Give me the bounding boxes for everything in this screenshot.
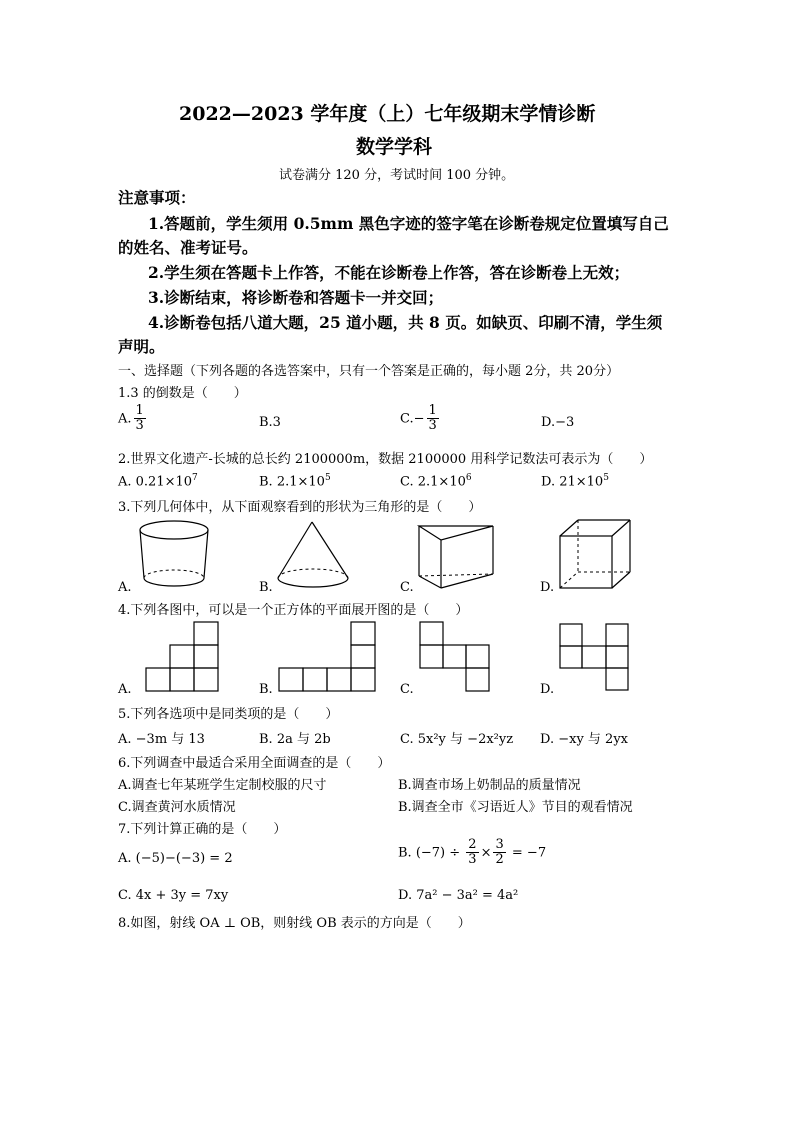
- question-5-option-d: D. −xy 与 2yx: [540, 732, 629, 747]
- question-2-option-a: A. $0.21\times 10^7$: [118, 473, 198, 490]
- question-7-option-b: B. (−7) ÷ $\frac{2}{3}$ × $\frac{3}{2}$ = −7: [398, 837, 547, 868]
- cube-figure: [556, 516, 636, 592]
- triangular-prism-figure: [413, 518, 503, 592]
- notice-item-1a: 1.答题前，学生须用 0.5mm 黑色字迹的签字笔在诊断卷规定位置填写自己: [148, 214, 669, 233]
- question-1-option-b: B.3: [259, 415, 281, 430]
- exam-subject: 数学学科: [356, 136, 433, 158]
- question-7-stem: 7.下列计算正确的是（ ）: [118, 822, 287, 837]
- question-6-option-a: A.调查七年某班学生定制校服的尺寸: [118, 778, 327, 793]
- notice-item-4b: 声明。: [118, 337, 165, 356]
- question-2-option-d: D. $21\times 10^5$: [541, 473, 609, 490]
- question-3-option-a: A.: [118, 580, 132, 595]
- question-2-option-c: C. $2.1\times 10^6$: [400, 473, 472, 490]
- question-1-option-a: A. $\frac{1}{3}$: [118, 403, 144, 434]
- question-8-stem: 8.如图，射线 OA ⊥ OB，则射线 OB 表示的方向是（ ）: [118, 916, 471, 931]
- exam-title: 2022—2023 学年度（上）七年级期末学情诊断: [179, 103, 596, 125]
- question-4-stem: 4.下列各图中，可以是一个正方体的平面展开图的是（ ）: [118, 603, 469, 618]
- notice-heading: 注意事项：: [118, 188, 196, 207]
- question-4-option-b: B.: [259, 682, 273, 697]
- question-4-option-d: D.: [540, 682, 555, 697]
- notice-item-2: 2.学生须在答题卡上作答，不能在诊断卷上作答，答在诊断卷上无效；: [148, 263, 630, 282]
- question-1-stem: 1.3 的倒数是（ ）: [118, 386, 247, 401]
- question-1-option-c: C.− $\frac{1}{3}$: [400, 403, 437, 434]
- question-5-option-c: C. 5x²y 与 −2x²yz: [400, 732, 514, 747]
- question-1-option-d: D.−3: [541, 415, 575, 430]
- question-7-option-c: C. 4x + 3y = 7xy: [118, 888, 229, 903]
- question-3-option-c: C.: [400, 580, 414, 595]
- question-2-option-b: B. $2.1\times 10^5$: [259, 473, 331, 490]
- question-4-option-a: A.: [118, 682, 132, 697]
- question-2-stem: 2.世界文化遗产-长城的总长约 2100000m，数据 2100000 用科学记数法可表示为（ ）: [118, 452, 653, 467]
- question-3-option-b: B.: [259, 580, 273, 595]
- question-4-option-c: C.: [400, 682, 414, 697]
- notice-item-1b: 的姓名、准考证号。: [118, 238, 258, 257]
- cone-figure: [270, 518, 360, 592]
- question-3-stem: 3.下列几何体中，从下面观察看到的形状为三角形的是（ ）: [118, 500, 482, 515]
- question-6-option-d: B.调查全市《习语近人》节目的观看情况: [398, 800, 633, 815]
- question-3-option-d: D.: [540, 580, 555, 595]
- question-6-option-c: C.调查黄河水质情况: [118, 800, 236, 815]
- cube-net-a: [138, 620, 224, 694]
- cube-net-c: [416, 620, 512, 694]
- notice-item-4a: 4.诊断卷包括八道大题，25 道小题，共 8 页。如缺页、印刷不清，学生须: [148, 313, 663, 332]
- exam-info: 试卷满分 120 分，考试时间 100 分钟。: [279, 168, 515, 183]
- question-7-option-a: A. (−5)−(−3) = 2: [118, 851, 233, 866]
- question-5-option-b: B. 2a 与 2b: [259, 732, 331, 747]
- cube-net-d: [556, 620, 636, 694]
- question-5-stem: 5.下列各选项中是同类项的是（ ）: [118, 707, 339, 722]
- question-7-option-d: D. 7a² − 3a² = 4a²: [398, 888, 519, 903]
- cube-net-b: [275, 620, 385, 694]
- section-heading: 一、选择题（下列各题的各选答案中，只有一个答案是正确的，每小题 2分，共 20分）: [118, 364, 620, 379]
- cylinder-figure: [130, 518, 216, 592]
- question-5-option-a: A. −3m 与 13: [118, 732, 205, 747]
- notice-item-3: 3.诊断结束，将诊断卷和答题卡一并交回；: [148, 288, 444, 307]
- question-6-stem: 6.下列调查中最适合采用全面调查的是（ ）: [118, 756, 391, 771]
- question-6-option-b: B.调查市场上奶制品的质量情况: [398, 778, 581, 793]
